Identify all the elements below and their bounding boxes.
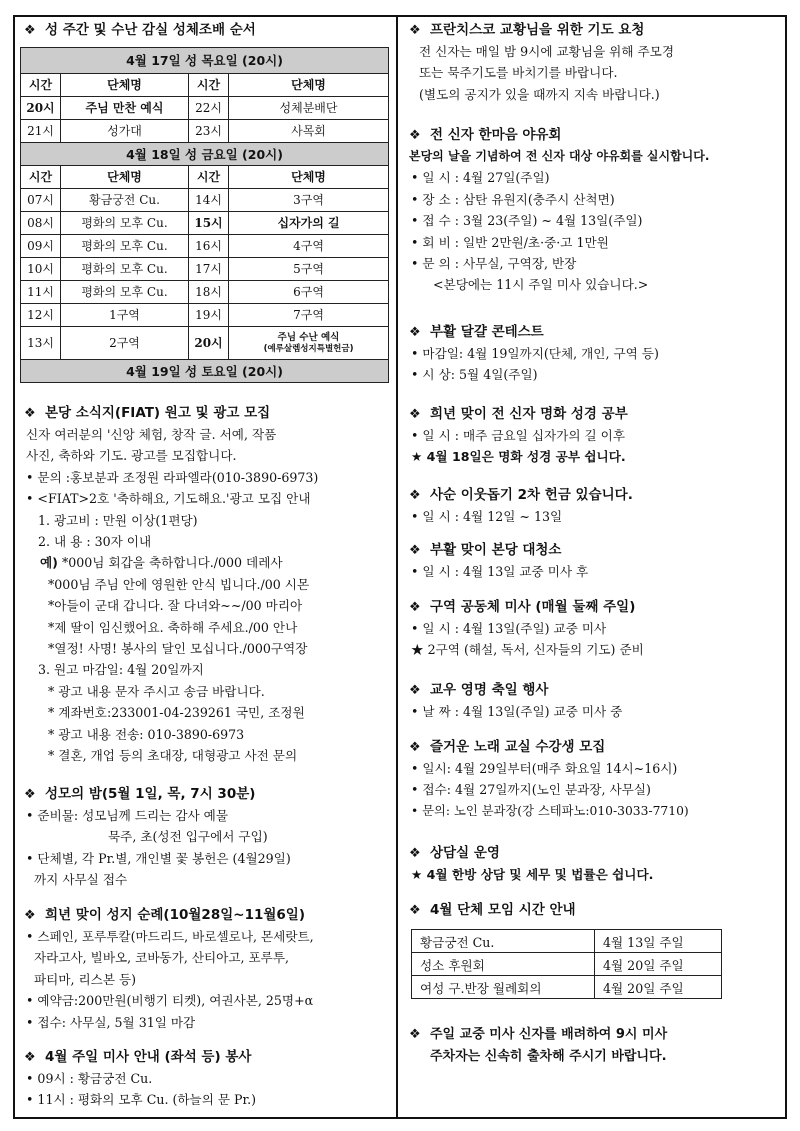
column-divider: [396, 15, 398, 1119]
section-title: 사순 이웃돕기 2차 헌금 있습니다.: [430, 487, 633, 503]
table-cell: 황금궁전 Cu.: [412, 930, 595, 953]
table-row: [21, 212, 389, 235]
text-line: • 장 소 : 삼탄 유원지(충주시 산척면): [411, 191, 615, 207]
diamond-bullet-icon: ❖: [409, 488, 421, 503]
sacrament-schedule-table: [20, 47, 389, 383]
text-line: • 일 시 : 4월 13일 교중 미사 후: [411, 564, 589, 579]
text-line: ★ 4월 18일은 명화 성경 공부 쉽니다.: [411, 449, 626, 465]
table-cell: 14시: [189, 189, 229, 212]
table-cell: 16시: [189, 235, 229, 258]
table-cell: 4구역: [229, 235, 389, 258]
pilgrimage-section: [20, 905, 390, 1033]
singing-class-section: [405, 737, 780, 822]
sacrament-section: [20, 20, 390, 383]
text-line: 까지 사무실 접수: [34, 872, 128, 888]
text-line: (별도의 공지가 있을 때까지 지속 바랍니다.): [419, 86, 660, 102]
text-line: • 접수: 4월 27일까지(노인 분과장, 사무실): [411, 782, 651, 798]
bible-study-section: [405, 404, 780, 468]
column-header: 시간: [189, 74, 229, 97]
table-cell: 4월 20일 주일: [595, 953, 722, 976]
text-line: 2. 내 용 : 30자 이내: [38, 534, 152, 550]
table-cell: 성체분배단: [229, 97, 389, 120]
text-line: • 접 수 : 3월 23(주일) ~ 4월 13일(주일): [411, 213, 643, 229]
table-cell: 2구역: [61, 327, 189, 360]
table-cell: 성소 후원회: [412, 953, 595, 976]
table-cell: 5구역: [229, 258, 389, 281]
diamond-bullet-icon: ❖: [24, 787, 36, 802]
section-title: 부활 달걀 콘테스트: [430, 324, 544, 340]
text-line: [20, 552, 390, 573]
table-cell: 평화의 모후 Cu.: [61, 212, 189, 235]
table-cell: 11시: [21, 281, 61, 304]
text-line: • 문의: 노인 분과장(강 스테파노:010-3033-7710): [411, 803, 689, 818]
diamond-bullet-icon: ❖: [409, 600, 421, 615]
special-collection-note: (예루살렘성지특별헌금): [263, 343, 354, 354]
table-cell: 18시: [189, 281, 229, 304]
table-cell: 성가대: [61, 120, 189, 143]
table-cell: 23시: [189, 120, 229, 143]
table-row: [412, 930, 722, 953]
text-line: • 회 비 : 일반 2만원/초·중·고 1만원: [411, 234, 609, 250]
diamond-bullet-icon: ❖: [24, 1050, 36, 1065]
lenten-collection-section: [405, 485, 780, 527]
diamond-bullet-icon: ❖: [409, 683, 421, 698]
table-cell: 평화의 모후 Cu.: [61, 258, 189, 281]
table-cell: 13시: [21, 327, 61, 360]
table-cell: 4월 20일 주일: [595, 976, 722, 999]
text-line: 3. 원고 마감일: 4월 20일까지: [38, 662, 204, 678]
section-title: 부활 맞이 본당 대청소: [430, 542, 562, 558]
table-cell: 평화의 모후 Cu.: [61, 235, 189, 258]
text-line: * 광고 내용 전송: 010-3890-6973: [48, 726, 245, 742]
text-line: • 단체별, 각 Pr.별, 개인별 꽃 봉헌은 (4월29일): [26, 850, 291, 866]
text-line: 자라고사, 빌바오, 코바동가, 산티아고, 포루투,: [34, 950, 290, 966]
text-line: • 일 시 : 4월 13일(주일) 교중 미사: [411, 621, 607, 636]
text-line: • 11시 : 평화의 모후 Cu. (하늘의 문 Pr.): [26, 1092, 257, 1108]
diamond-bullet-icon: ❖: [409, 128, 421, 143]
section-title: 4월 단체 모임 시간 안내: [430, 902, 576, 918]
column-header: 단체명: [61, 166, 189, 189]
district-mass-section: [405, 597, 780, 661]
text-line: • 예약금:200만원(비행기 티켓), 여권사본, 25명+α: [26, 993, 314, 1009]
table-cell: 07시: [21, 189, 61, 212]
text-line: • 09시 : 황금궁전 Cu.: [26, 1071, 153, 1086]
table-cell: 황금궁전 Cu.: [61, 189, 189, 212]
day-header: 4월 19일 성 토요일 (20시): [21, 360, 389, 383]
column-header: 단체명: [229, 166, 389, 189]
meeting-table: [411, 929, 722, 999]
text-line: • 문 의 : 사무실, 구역장, 반장: [411, 256, 577, 272]
text-line: • 스페인, 포루투칼(마드리드, 바로셀로나, 몬세랏트,: [26, 929, 314, 944]
diamond-bullet-icon: ❖: [409, 325, 421, 340]
table-cell: 6구역: [229, 281, 389, 304]
text-line: 파티마, 리스본 등): [34, 971, 137, 987]
notice-line: 주차자는 신속히 출차해 주시기 바랍니다.: [430, 1049, 667, 1064]
text-line: *000님 주님 안에 영원한 안식 빕니다./00 시몬: [48, 576, 310, 592]
mass-service-section: [20, 1047, 390, 1111]
table-row: [412, 953, 722, 976]
text-line: * 결혼, 개업 등의 초대장, 대형광고 사전 문의: [48, 748, 298, 764]
column-header: 단체명: [229, 74, 389, 97]
fiat-section: [20, 403, 390, 767]
table-cell: 주님 만찬 예식: [61, 97, 189, 120]
diamond-bullet-icon: ❖: [24, 23, 36, 38]
diamond-bullet-icon: ❖: [409, 1027, 421, 1042]
column-header: 시간: [21, 74, 61, 97]
diamond-bullet-icon: ❖: [24, 406, 36, 421]
pope-prayer-section: [405, 20, 780, 105]
diamond-bullet-icon: ❖: [409, 846, 421, 861]
section-title: 성모의 밤(5월 1일, 목, 7시 30분): [45, 786, 256, 802]
table-row: [21, 120, 389, 143]
diamond-bullet-icon: ❖: [409, 740, 421, 755]
cleaning-section: [405, 540, 780, 582]
table-cell: [229, 327, 389, 360]
diamond-bullet-icon: ❖: [409, 407, 421, 422]
section-title: 4월 주일 미사 안내 (좌석 등) 봉사: [45, 1049, 252, 1065]
liturgy-name: 주님 수난 예식: [277, 331, 340, 343]
table-cell: 09시: [21, 235, 61, 258]
day-header: 4월 18일 성 금요일 (20시): [21, 143, 389, 166]
column-header: 단체명: [61, 74, 189, 97]
text-line: 신자 여러분의 '신앙 체험, 창작 글. 서예, 작품: [26, 427, 277, 442]
table-row: [21, 281, 389, 304]
mary-night-section: [20, 784, 390, 891]
text-line: • 준비물: 성모님께 드리는 감사 예물: [26, 808, 229, 823]
section-title: 희년 맞이 전 신자 명화 성경 공부: [430, 406, 628, 422]
text-line: 사진, 축하와 기도. 광고를 모집합니다.: [26, 448, 237, 464]
table-cell: 22시: [189, 97, 229, 120]
table-row: [21, 304, 389, 327]
section-title: 교우 영명 축일 행사: [430, 682, 549, 698]
diamond-bullet-icon: ❖: [24, 908, 36, 923]
table-cell: 21시: [21, 120, 61, 143]
text-line: 본당의 날을 기념하여 전 신자 대상 야유회를 실시합니다.: [409, 149, 710, 163]
text-line: <본당에는 11시 주일 미사 있습니다.>: [433, 277, 649, 293]
text-line: • 날 짜 : 4월 13일(주일) 교중 미사 중: [411, 704, 623, 719]
table-cell: 15시: [189, 212, 229, 235]
text-line: • 접수: 사무실, 5월 31일 마감: [26, 1014, 196, 1030]
text-line: * 계좌번호:233001-04-239261 국민, 조정원: [48, 705, 305, 721]
text-line: • 일 시 : 4월 12일 ~ 13일: [411, 509, 563, 524]
text-line: • 일시: 4월 29일부터(매주 화요일 14시~16시): [411, 761, 678, 776]
text-line: ★ 4월 한방 상담 및 세무 및 법률은 쉽니다.: [411, 867, 654, 882]
meeting-section: [405, 900, 780, 999]
text-line: • <FIAT>2호 '축하해요, 기도해요.'광고 모집 안내: [26, 491, 311, 507]
table-row: [21, 258, 389, 281]
text-line: • 시 상: 5월 4일(주일): [411, 367, 538, 383]
table-cell: 17시: [189, 258, 229, 281]
table-cell: 사목회: [229, 120, 389, 143]
text-line: *열정! 사명! 봉사의 달인 모십니다./000구역장: [48, 641, 308, 657]
diamond-bullet-icon: ❖: [409, 543, 421, 558]
day-header: 4월 17일 성 목요일 (20시): [21, 48, 389, 74]
section-title: 본당 소식지(FIAT) 원고 및 광고 모집: [45, 405, 271, 421]
table-row: [21, 235, 389, 258]
table-row: [21, 327, 389, 360]
table-row: [21, 97, 389, 120]
table-cell: 19시: [189, 304, 229, 327]
diamond-bullet-icon: ❖: [409, 23, 421, 38]
text-line: • 문의 :홍보분과 조정원 라파엘라(010-3890-6973): [26, 469, 319, 485]
picnic-section: [405, 125, 780, 296]
table-cell: 십자가의 길: [229, 212, 389, 235]
text-line: • 일 시 : 4월 27일(주일): [411, 170, 550, 186]
feast-day-section: [405, 680, 780, 722]
text-line: *제 딸이 임신했어요. 축하해 주세요./00 안나: [48, 619, 298, 635]
text-line: • 마감일: 4월 19일까지(단체, 개인, 구역 등): [411, 346, 659, 361]
section-title: 희년 맞이 성지 순례(10월28일~11월6일): [45, 907, 305, 923]
table-cell: 20시: [21, 97, 61, 120]
counseling-section: [405, 843, 780, 885]
table-row: [21, 189, 389, 212]
column-header: 시간: [189, 166, 229, 189]
table-cell: 10시: [21, 258, 61, 281]
easter-egg-section: [405, 322, 780, 386]
text-line: 1. 광고비 : 만원 이상(1편당): [38, 512, 198, 528]
section-title: 구역 공동체 미사 (매월 둘째 주일): [430, 599, 636, 615]
text-line: *아들이 군대 갑니다. 잘 다녀와~~/00 마리아: [48, 598, 303, 614]
table-cell: 1구역: [61, 304, 189, 327]
table-cell: 08시: [21, 212, 61, 235]
example-text: *000님 회갑을 축하합니다./000 데레사: [61, 555, 283, 571]
table-cell: 12시: [21, 304, 61, 327]
text-line: 또는 묵주기도를 바치기를 바랍니다.: [419, 65, 618, 81]
parking-notice: [405, 1024, 780, 1068]
notice-line: 주일 교중 미사 신자를 배려하여 9시 미사: [430, 1027, 668, 1042]
table-cell: 4월 13일 주일: [595, 930, 722, 953]
text-line: ★ 2구역 (해설, 독서, 신자들의 기도) 준비: [411, 642, 644, 658]
text-line: * 광고 내용 문자 주시고 송금 바랍니다.: [48, 683, 265, 699]
table-cell: 20시: [189, 327, 229, 360]
example-label: 예): [40, 555, 58, 571]
column-header: 시간: [21, 166, 61, 189]
table-cell: 평화의 모후 Cu.: [61, 281, 189, 304]
section-title: 즐거운 노래 교실 수강생 모집: [430, 739, 606, 755]
section-title: 프란치스코 교황님을 위한 기도 요청: [430, 22, 645, 38]
text-line: • 일 시 : 매주 금요일 십자가의 길 이후: [411, 428, 626, 443]
table-cell: 7구역: [229, 304, 389, 327]
section-title: 전 신자 한마음 야유회: [430, 127, 562, 143]
section-title: 상담실 운영: [430, 845, 500, 861]
table-cell: 여성 구.반장 월례회의: [412, 976, 595, 999]
table-cell: 3구역: [229, 189, 389, 212]
diamond-bullet-icon: ❖: [409, 903, 421, 918]
section-title: 성 주간 및 수난 감실 성체조배 순서: [45, 22, 256, 38]
table-row: [412, 976, 722, 999]
text-line: 묵주, 초(성전 입구에서 구입): [108, 829, 268, 845]
text-line: 전 신자는 매일 밤 9시에 교황님을 위해 주모경: [419, 44, 675, 59]
